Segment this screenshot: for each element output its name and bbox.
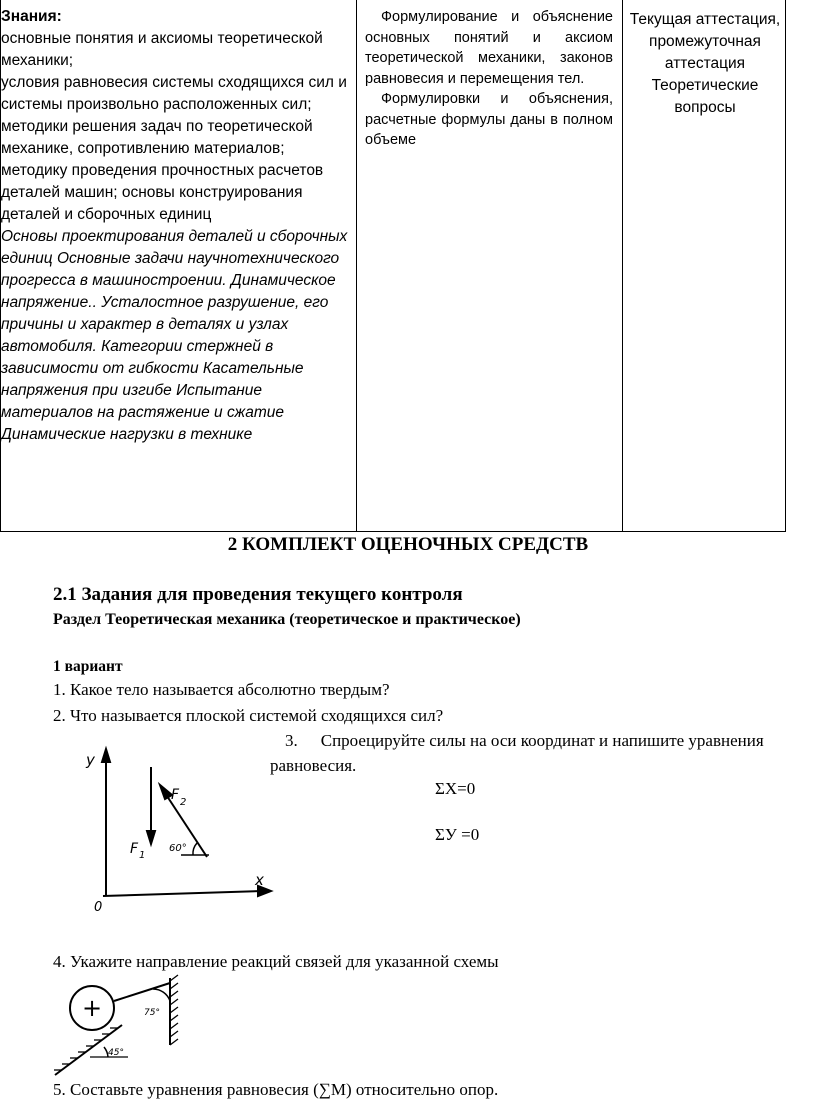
- question-3: [285, 731, 764, 751]
- force-f2-subscript: 2: [180, 797, 187, 808]
- support-reactions-diagram: [50, 975, 190, 1080]
- table-cell-attestation: [623, 0, 787, 531]
- force-f1-arrow-icon: [147, 831, 155, 844]
- question-2: 2. Что называется плоской системой сходящихся сил?: [53, 706, 444, 725]
- question-5: 5. Составьте уравнения равновесия (∑M) относительно опор.: [53, 1080, 499, 1099]
- force-f1-subscript: 1: [139, 850, 146, 861]
- wall-hatching: [170, 975, 178, 1045]
- question-4: 4. Укажите направление реакций связей для указанной схемы: [53, 952, 499, 971]
- criteria-paragraph-2: Формулировки и объяснения, расчетные формулы даны в полном объеме: [365, 91, 613, 148]
- force-f1-label: F: [130, 841, 139, 857]
- y-axis-label: y: [86, 751, 95, 769]
- section-title: 2 КОМПЛЕКТ ОЦЕНОЧНЫХ СРЕДСТВ: [227, 534, 589, 555]
- knowledge-item-1: основные понятия и аксиомы теоретической механики;: [1, 30, 323, 69]
- question-3-number: 3.: [285, 731, 298, 750]
- x-axis-label: x: [255, 871, 264, 889]
- origin-label: 0: [94, 900, 103, 915]
- part-title: Раздел Теоретическая механика (теоретическое и практическое): [53, 611, 521, 628]
- rope-angle-arc: [153, 989, 170, 1001]
- question-1: 1. Какое тело называется абсолютно твердым?: [53, 680, 390, 699]
- competency-table: [0, 0, 786, 532]
- subsection-title: 2.1 Задания для проведения текущего контроля: [53, 584, 463, 605]
- y-axis-arrow-icon: [102, 749, 110, 762]
- equation-sum-y: ΣУ =0: [435, 825, 480, 844]
- knowledge-italic-topics: Основы проектирования деталей и сборочных единиц Основные задачи научнотехнического прогресса в машиностроении. Динамическое напряжение.. Усталостное разрушение, его причины и характер в деталях и узлах автомобиля. Категории стержней в зависимости от гибкости Касательные напряжения при изгибе Испытание материалов на растяжение и сжатие Динамические нагрузки в технике: [1, 228, 348, 443]
- knowledge-title: Знания:: [1, 8, 62, 25]
- question-3-text-continued: равновесия.: [270, 756, 357, 775]
- criteria-paragraph-1: Формулирование и объяснение основных понятий и аксиом теоретической механики, законов равновесия и перемещения тел.: [365, 9, 613, 87]
- incline-angle-label: 45°: [108, 1048, 124, 1058]
- table-cell-knowledge: [1, 0, 357, 531]
- variant-label: 1 вариант: [53, 658, 123, 675]
- table-cell-criteria: [357, 0, 623, 531]
- question-3-text: Спроецируйте силы на оси координат и напишите уравнения: [320, 731, 764, 750]
- attestation-text: Текущая аттестация, промежуточная аттестация Теоретические вопросы: [629, 11, 781, 116]
- force-f2-label: F: [171, 787, 180, 803]
- x-axis: [103, 891, 263, 896]
- angle-arc: [193, 843, 197, 855]
- force-diagram: [85, 745, 285, 925]
- knowledge-item-3: методики решения задач по теоретической механике, сопротивлению материалов; методику проведения прочностных расчетов деталей машин; основы конструирования деталей и сборочных единиц: [1, 118, 324, 223]
- plus-sign: +: [81, 994, 103, 1022]
- equation-sum-x: ΣX=0: [435, 779, 476, 798]
- angle-label: 60°: [169, 843, 187, 854]
- knowledge-item-2: условия равновесия системы сходящихся сил и системы произвольно расположенных сил;: [1, 74, 347, 113]
- rope-angle-label: 75°: [144, 1008, 160, 1018]
